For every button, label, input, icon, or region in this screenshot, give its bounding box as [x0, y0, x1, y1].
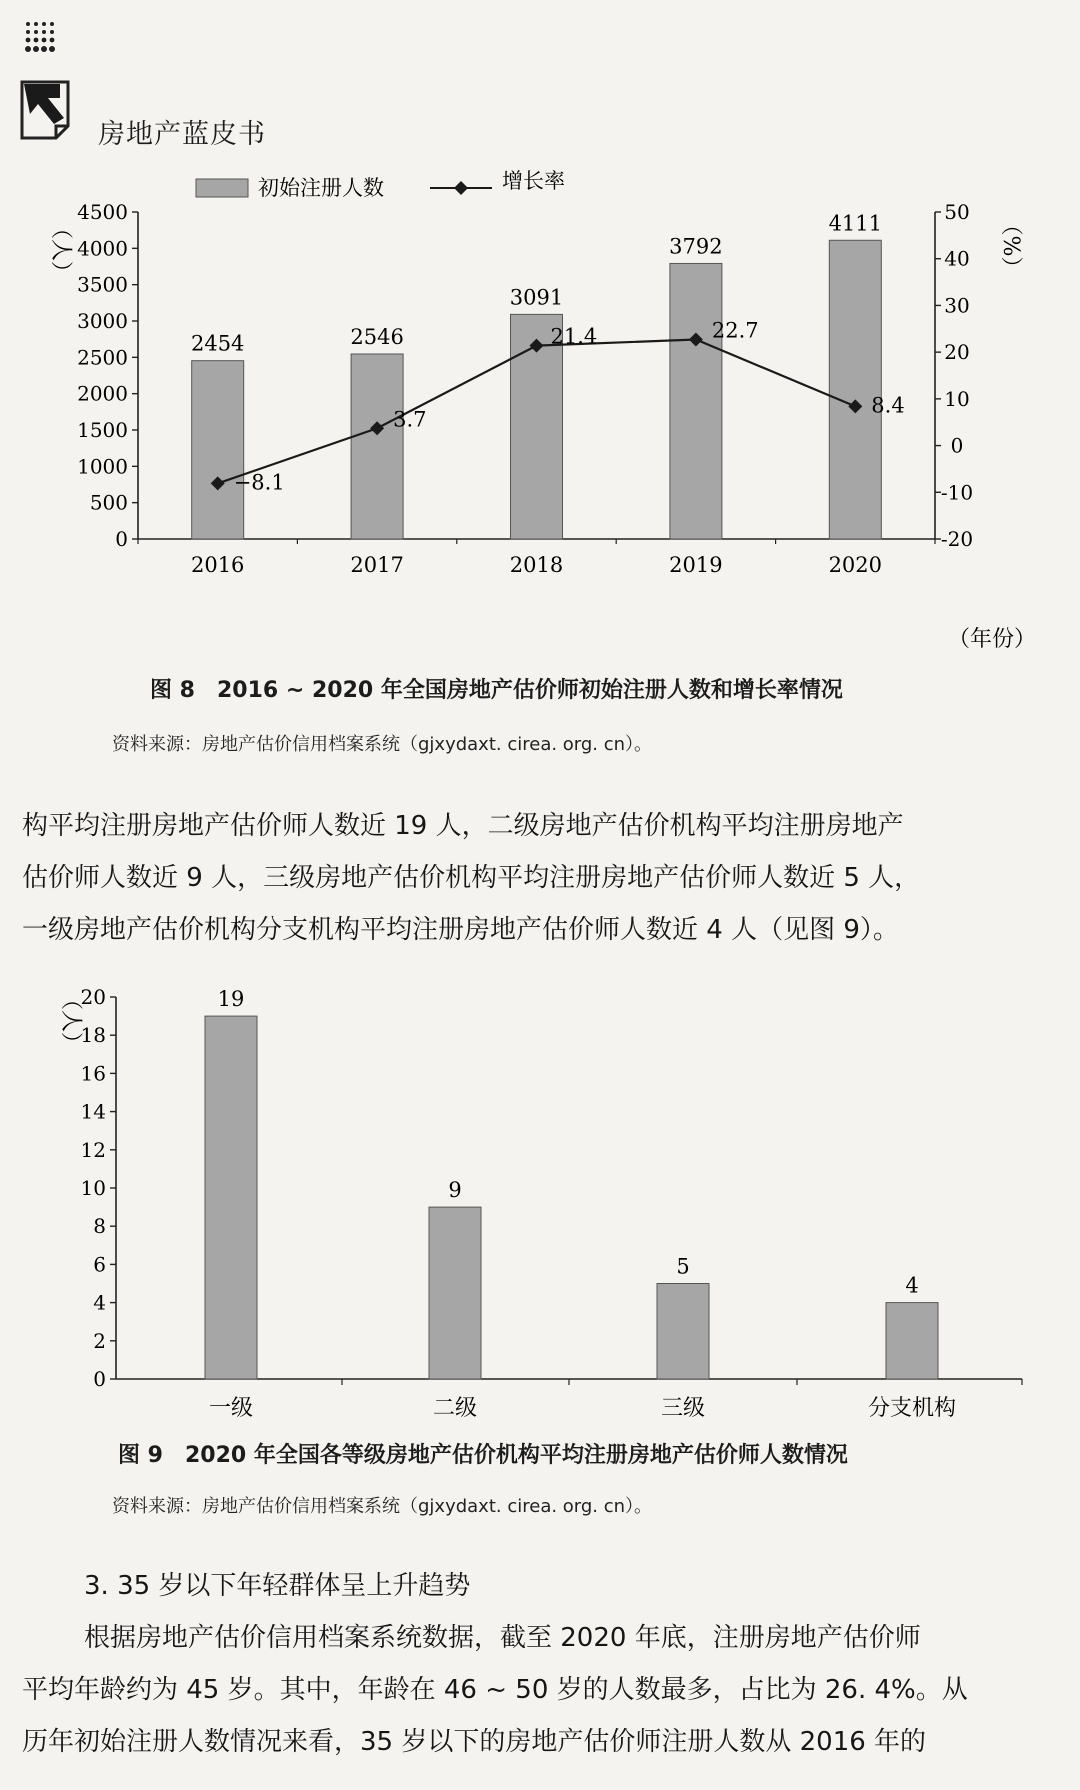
figure-9-source: 资料来源：房地产估价信用档案系统（gjxydaxt. cirea. org. cn）。 — [112, 1496, 653, 1517]
y-tick-label: 16 — [80, 1061, 106, 1086]
body-paragraph-1 — [22, 800, 920, 956]
figure-9-caption: 图 9 2020 年全国各等级房地产估价机构平均注册房地产估价师人数情况 — [118, 1443, 848, 1468]
y-tick-label: 20 — [80, 985, 106, 1009]
bar — [670, 263, 722, 539]
line-value-label: 22.7 — [711, 318, 759, 343]
x-tick-label: 分支机构 — [867, 1396, 957, 1421]
book-logo-icon — [18, 78, 78, 142]
y-tick-label: 4 — [93, 1290, 106, 1315]
y2-tick-label: 30 — [944, 293, 970, 318]
x-tick-label: 2020 — [828, 553, 883, 577]
paragraph-line: 一级房地产估价机构分支机构平均注册房地产估价师人数近 4 人（见图 9）。 — [22, 915, 899, 945]
bar-value-label: 19 — [217, 987, 245, 1012]
y2-tick-label: 10 — [944, 386, 970, 411]
paragraph-line: 估价师人数近 9 人，三级房地产估价机构平均注册房地产估价师人数近 5 人， — [22, 863, 921, 893]
bar-value-label: 4 — [905, 1273, 919, 1298]
x-tick-label: 一级 — [208, 1396, 254, 1421]
bar — [429, 1207, 481, 1379]
y2-tick-label: 20 — [944, 340, 970, 365]
y2-tick-label: 40 — [944, 246, 970, 271]
y2-axis-label: （%） — [998, 213, 1023, 279]
y-tick-label: 3500 — [77, 272, 128, 297]
y-tick-label: 12 — [80, 1137, 106, 1162]
bar-value-label: 2546 — [350, 324, 404, 349]
figure-8-source: 资料来源：房地产估价信用档案系统（gjxydaxt. cirea. org. cn）。 — [112, 734, 653, 755]
y2-tick-label: -20 — [940, 527, 974, 551]
bar — [657, 1284, 709, 1380]
line-value-label: 8.4 — [871, 393, 905, 418]
bar — [829, 240, 881, 539]
y-tick-label: 1500 — [77, 418, 128, 442]
paragraph-line: 根据房地产估价信用档案系统数据，截至 2020 年底，注册房地产估价师 — [84, 1623, 921, 1653]
y-tick-label: 2500 — [77, 345, 128, 370]
paragraph-line: 构平均注册房地产估价师人数近 19 人，二级房地产估价机构平均注册房地产 — [22, 811, 904, 841]
x-axis-label: （年份） — [948, 627, 1037, 652]
bar-value-label: 4111 — [828, 211, 883, 236]
body-paragraph-2 — [22, 1612, 968, 1768]
line-value-label: 21.4 — [550, 324, 598, 349]
paragraph-line: 平均年龄约为 45 岁。其中，年龄在 46 ~ 50 岁的人数最多，占比为 26. 4%。从 — [22, 1675, 968, 1705]
x-tick-label: 2019 — [669, 553, 723, 577]
y-axis-label: （人） — [58, 987, 83, 1055]
x-tick-label: 三级 — [660, 1396, 706, 1421]
y-tick-label: 0 — [93, 1367, 106, 1391]
y-tick-label: 14 — [80, 1099, 106, 1124]
legend-line-marker — [454, 181, 468, 195]
y2-tick-label: 50 — [944, 200, 970, 224]
y-tick-label: 2000 — [77, 381, 128, 406]
bar-value-label: 3792 — [669, 234, 723, 259]
y-axis-label: （人） — [48, 216, 73, 284]
legend-bar-swatch — [196, 179, 248, 197]
y-tick-label: 3000 — [77, 309, 128, 333]
bar — [886, 1303, 938, 1379]
page-header — [14, 18, 614, 148]
x-tick-label: 2017 — [350, 553, 404, 577]
line-value-label: 3.7 — [393, 407, 427, 432]
bar-value-label: 5 — [676, 1254, 690, 1279]
paragraph-line: 历年初始注册人数情况来看，35 岁以下的房地产估价师注册人数从 2016 年的 — [22, 1727, 927, 1757]
y-tick-label: 0 — [115, 527, 128, 551]
x-tick-label: 2018 — [509, 553, 564, 577]
line-value-label: −8.1 — [233, 470, 285, 495]
x-tick-label: 二级 — [432, 1396, 478, 1421]
y-tick-label: 18 — [80, 1023, 106, 1048]
bar — [351, 354, 403, 539]
y-tick-label: 10 — [80, 1176, 106, 1200]
y-tick-label: 4500 — [77, 200, 128, 224]
bar-value-label: 2454 — [190, 331, 245, 356]
figure-9-chart — [0, 975, 1080, 1425]
y-tick-label: 1000 — [77, 454, 128, 479]
bar-value-label: 3091 — [509, 285, 564, 310]
book-title: 房地产蓝皮书 — [98, 119, 266, 150]
bar-value-label: 9 — [448, 1178, 462, 1203]
figure-8-caption: 图 8 2016 ~ 2020 年全国房地产估价师初始注册人数和增长率情况 — [150, 678, 843, 703]
legend-label-line: 增长率 — [502, 169, 565, 193]
figure-8-chart — [0, 150, 1080, 670]
y-tick-label: 4000 — [77, 236, 128, 261]
y-tick-label: 8 — [93, 1214, 106, 1239]
y2-tick-label: -10 — [940, 480, 974, 505]
bar — [192, 361, 244, 539]
dot-pattern-icon — [24, 18, 64, 58]
bar — [205, 1016, 257, 1379]
section-heading: 3. 35 岁以下年轻群体呈上升趋势 — [84, 1571, 471, 1601]
y-tick-label: 500 — [89, 490, 128, 515]
y2-tick-label: 0 — [950, 433, 964, 458]
legend-label-bars: 初始注册人数 — [258, 176, 384, 200]
y-tick-label: 2 — [93, 1328, 106, 1353]
y-tick-label: 6 — [93, 1252, 106, 1277]
x-tick-label: 2016 — [190, 553, 245, 577]
